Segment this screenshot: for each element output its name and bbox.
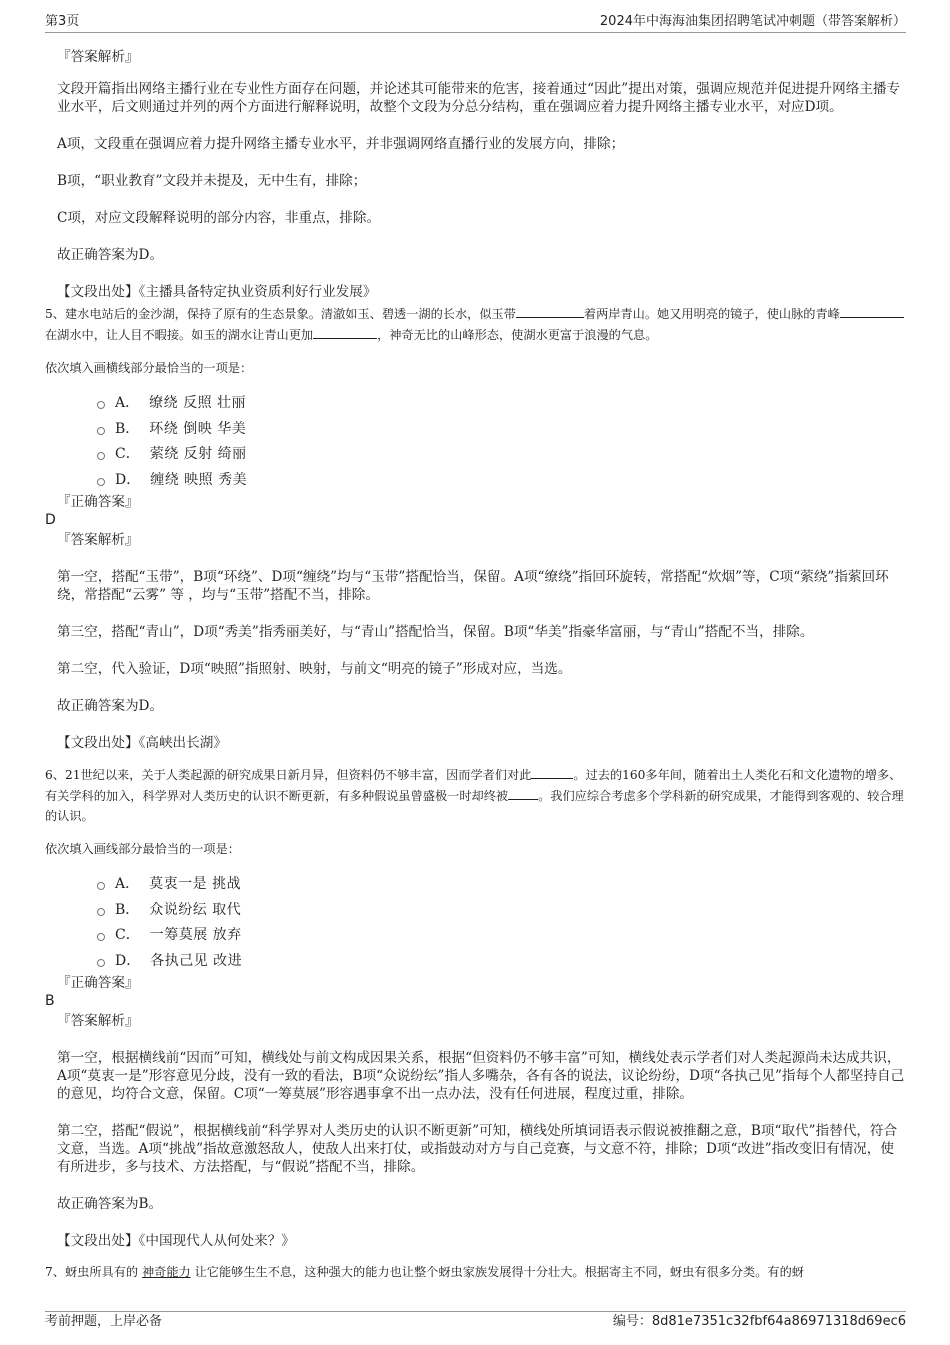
radio-icon[interactable]	[97, 427, 105, 435]
option-d[interactable]: D． 缠绕 映照 秀美	[97, 470, 906, 496]
answer-label: 『正确答案』	[57, 975, 139, 991]
blank-line	[313, 324, 377, 339]
answer-label: 『正确答案』	[57, 494, 139, 510]
option-c[interactable]: C． 萦绕 反射 绮丽	[97, 444, 906, 470]
q6-explanation	[45, 974, 906, 1250]
analysis-paragraph: 第二空，代入验证，D项“映照”指照射、映射，与前文“明亮的镜子”形成对应，当选。	[57, 661, 572, 677]
option-d[interactable]: D． 各执己见 改进	[97, 951, 906, 977]
correct-answer: B	[45, 993, 55, 1009]
analysis-paragraph: C项，对应文段解释说明的部分内容，非重点，排除。	[57, 210, 381, 226]
analysis-label: 『答案解析』	[57, 49, 139, 65]
document-title: 2024年中海海油集团招聘笔试冲刺题（带答案解析）	[599, 14, 906, 29]
question-5-stem: 5、建水电站后的金沙湖，保持了原有的生态景象。清澈如玉、碧透一湖的长水，似玉带 着两岸青山。她又用明亮的镜子，使山脉的青峰在湖水中，让人目不暇接。如玉的湖水让青山更加 ，神奇无比的山峰形态，使湖水更富于浪漫的气息。	[45, 303, 906, 345]
radio-icon[interactable]	[97, 959, 105, 967]
page-content	[45, 36, 906, 1282]
analysis-paragraph: 第二空，搭配“假说”，根据横线前“科学界对人类历史的认识不断更新”可知，横线处所填词语表示假说被推翻之意，B项“取代”指替代，符合文意，当选。A项“挑战”指故意激怒敌人，使敌人出来打仗，或指鼓动对方与自己竞赛，与文意不符，排除；D项“改进”指改变旧有情况，使有所进步，多与技术、方法搭配，与“假说”搭配不当，排除。	[57, 1123, 898, 1175]
analysis-paragraph: 第三空，搭配“青山”，D项“秀美”指秀丽美好，与“青山”搭配恰当，保留。B项“华美”指豪华富丽，与“青山”搭配不当，排除。	[57, 624, 814, 640]
question-6-stem: 6、21世纪以来，关于人类起源的研究成果日新月异，但资料仍不够丰富，因而学者们对此 。过去的160多年间，随着出土人类化石和文化遗物的增多、有关学科的加入，科学界对人类历史的认识不断更新，有多种假说虽曾盛极一时却终被 。我们应综合考虑多个学科新的研究成果，才能得到客观的、较合理的认识。	[45, 764, 906, 826]
keyword-link[interactable]: 神奇能力	[141, 1265, 191, 1279]
analysis-paragraph: B项，“职业教育”文段并未提及，无中生有，排除；	[57, 173, 367, 189]
radio-icon[interactable]	[97, 452, 105, 460]
document-code: 编号：8d81e7351c32fbf64a86971318d69ec6	[612, 1314, 906, 1329]
page-footer	[45, 1311, 906, 1332]
analysis-paragraph: 第一空，搭配“玉带”，B项“环绕”、D项“缠绕”均与“玉带”搭配恰当，保留。A项“缭绕”指回环旋转，常搭配“炊烟”等，C项“萦绕”指萦回环绕，常搭配“云雾” 等 ，均与“玉带”搭配不当，排除。	[57, 569, 889, 603]
source-citation: 【文段出处】《主播具备特定执业资质利好行业发展》	[57, 284, 377, 300]
option-c[interactable]: C． 一筹莫展 放弃	[97, 925, 906, 951]
analysis-paragraph: 第一空，根据横线前“因而”可知，横线处与前文构成因果关系，根据“但资料仍不够丰富”可知，横线处表示学者们对人类起源尚未达成共识，A项“莫衷一是”形容意见分歧，没有一致的看法，B项“众说纷纭”指人多嘴杂，各有各的说法，议论纷纷，D项“各执己见”指每个人都坚持自己的意见，均符合文意，保留。C项“一筹莫展”形容遇事拿不出一点办法，没有任何进展，程度过重，排除。	[57, 1050, 905, 1102]
radio-icon[interactable]	[97, 401, 105, 409]
blank-line	[531, 764, 573, 779]
source-citation: 【文段出处】《中国现代人从何处来？》	[57, 1233, 295, 1249]
analysis-label: 『答案解析』	[57, 532, 139, 548]
footer-slogan: 考前押题，上岸必备	[45, 1314, 163, 1329]
blank-line	[508, 785, 538, 800]
radio-icon[interactable]	[97, 933, 105, 941]
page-number: 第3页	[45, 14, 80, 29]
radio-icon[interactable]	[97, 908, 105, 916]
analysis-paragraph: 故正确答案为D。	[57, 247, 164, 263]
blank-line	[516, 303, 584, 318]
radio-icon[interactable]	[97, 478, 105, 486]
analysis-paragraph: 故正确答案为B。	[57, 1196, 163, 1212]
option-a[interactable]: A． 缭绕 反照 壮丽	[97, 393, 906, 419]
analysis-label: 『答案解析』	[57, 1013, 139, 1029]
option-b[interactable]: B． 环绕 倒映 华美	[97, 419, 906, 445]
question-prompt: 依次填入画线部分最恰当的一项是：	[45, 842, 240, 856]
blank-line	[840, 303, 904, 318]
page-header	[45, 12, 906, 33]
analysis-paragraph: 文段开篇指出网络主播行业在专业性方面存在问题，并论述其可能带来的危害，接着通过“因此”提出对策，强调应规范并促进提升网络主播专业水平，后文则通过并列的两个方面进行解释说明，故整个文段为分总分结构，重在强调应着力提升网络主播专业水平，对应D项。	[57, 81, 901, 115]
analysis-paragraph: A项，文段重在强调应着力提升网络主播专业水平，并非强调网络直播行业的发展方向，排除；	[57, 136, 625, 152]
analysis-paragraph: 故正确答案为D。	[57, 698, 164, 714]
q4-explanation	[45, 48, 906, 301]
option-a[interactable]: A． 莫衷一是 挑战	[97, 874, 906, 900]
option-b[interactable]: B． 众说纷纭 取代	[97, 900, 906, 926]
q5-explanation	[45, 493, 906, 752]
radio-icon[interactable]	[97, 882, 105, 890]
question-5-options	[97, 393, 906, 495]
question-prompt: 依次填入画横线部分最恰当的一项是：	[45, 361, 253, 375]
question-7-stem: 7、蚜虫所具有的 神奇能力 让它能够生生不息，这种强大的能力也让整个蚜虫家族发展得十分壮大。根据寄主不同，蚜虫有很多分类。有的蚜	[45, 1265, 804, 1279]
correct-answer: D	[45, 512, 56, 528]
question-6-options	[97, 874, 906, 976]
source-citation: 【文段出处】《高峡出长湖》	[57, 735, 227, 751]
